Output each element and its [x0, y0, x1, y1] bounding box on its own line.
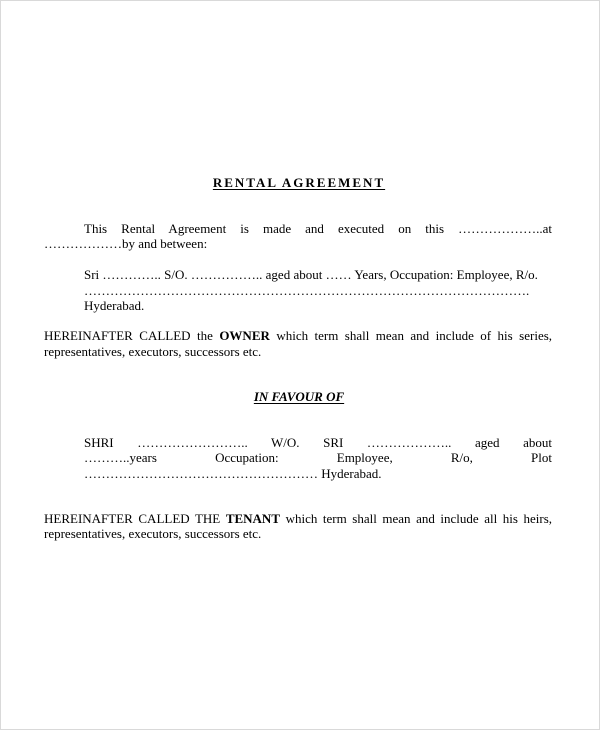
tenant-line-2: ………..years Occupation: Employee, R/o, Plot: [84, 450, 552, 465]
owner-line-2: ………………………………………………………………………………………….: [84, 283, 530, 298]
tenant-line-3: ……………………………………………… Hyderabad.: [84, 466, 382, 481]
document-title: RENTAL AGREEMENT: [212, 175, 386, 190]
tenant-line-1: SHRI …………………….. W/O. SRI ……………….. aged about: [84, 435, 552, 450]
intro-line-1: This Rental Agreement is made and executed on this ………………..at: [84, 221, 552, 236]
owner-called-line-2: representatives, executors, successors etc.: [44, 344, 262, 359]
tenant-called-line-2: representatives, executors, successors etc.: [44, 526, 262, 541]
owner-called-suffix: which term shall mean and include of his series,: [276, 328, 553, 343]
owner-line-1: Sri ………….. S/O. …………….. aged about …… Years, Occupation: Employee, R/o.: [84, 267, 538, 282]
intro-line-2: ………………by and between:: [44, 236, 208, 251]
owner-called-line-1: [44, 328, 552, 343]
tenant-called-bold: TENANT: [225, 511, 280, 526]
tenant-called-line-1: [44, 511, 552, 526]
owner-line-3: Hyderabad.: [84, 298, 145, 313]
in-favour-of-heading: IN FAVOUR OF: [253, 389, 345, 404]
tenant-called-prefix: HEREINAFTER CALLED THE: [44, 511, 221, 526]
owner-called-bold: OWNER: [219, 328, 270, 343]
tenant-called-suffix: which term shall mean and include all his heirs,: [285, 511, 553, 526]
owner-called-prefix: HEREINAFTER CALLED the: [44, 328, 213, 343]
